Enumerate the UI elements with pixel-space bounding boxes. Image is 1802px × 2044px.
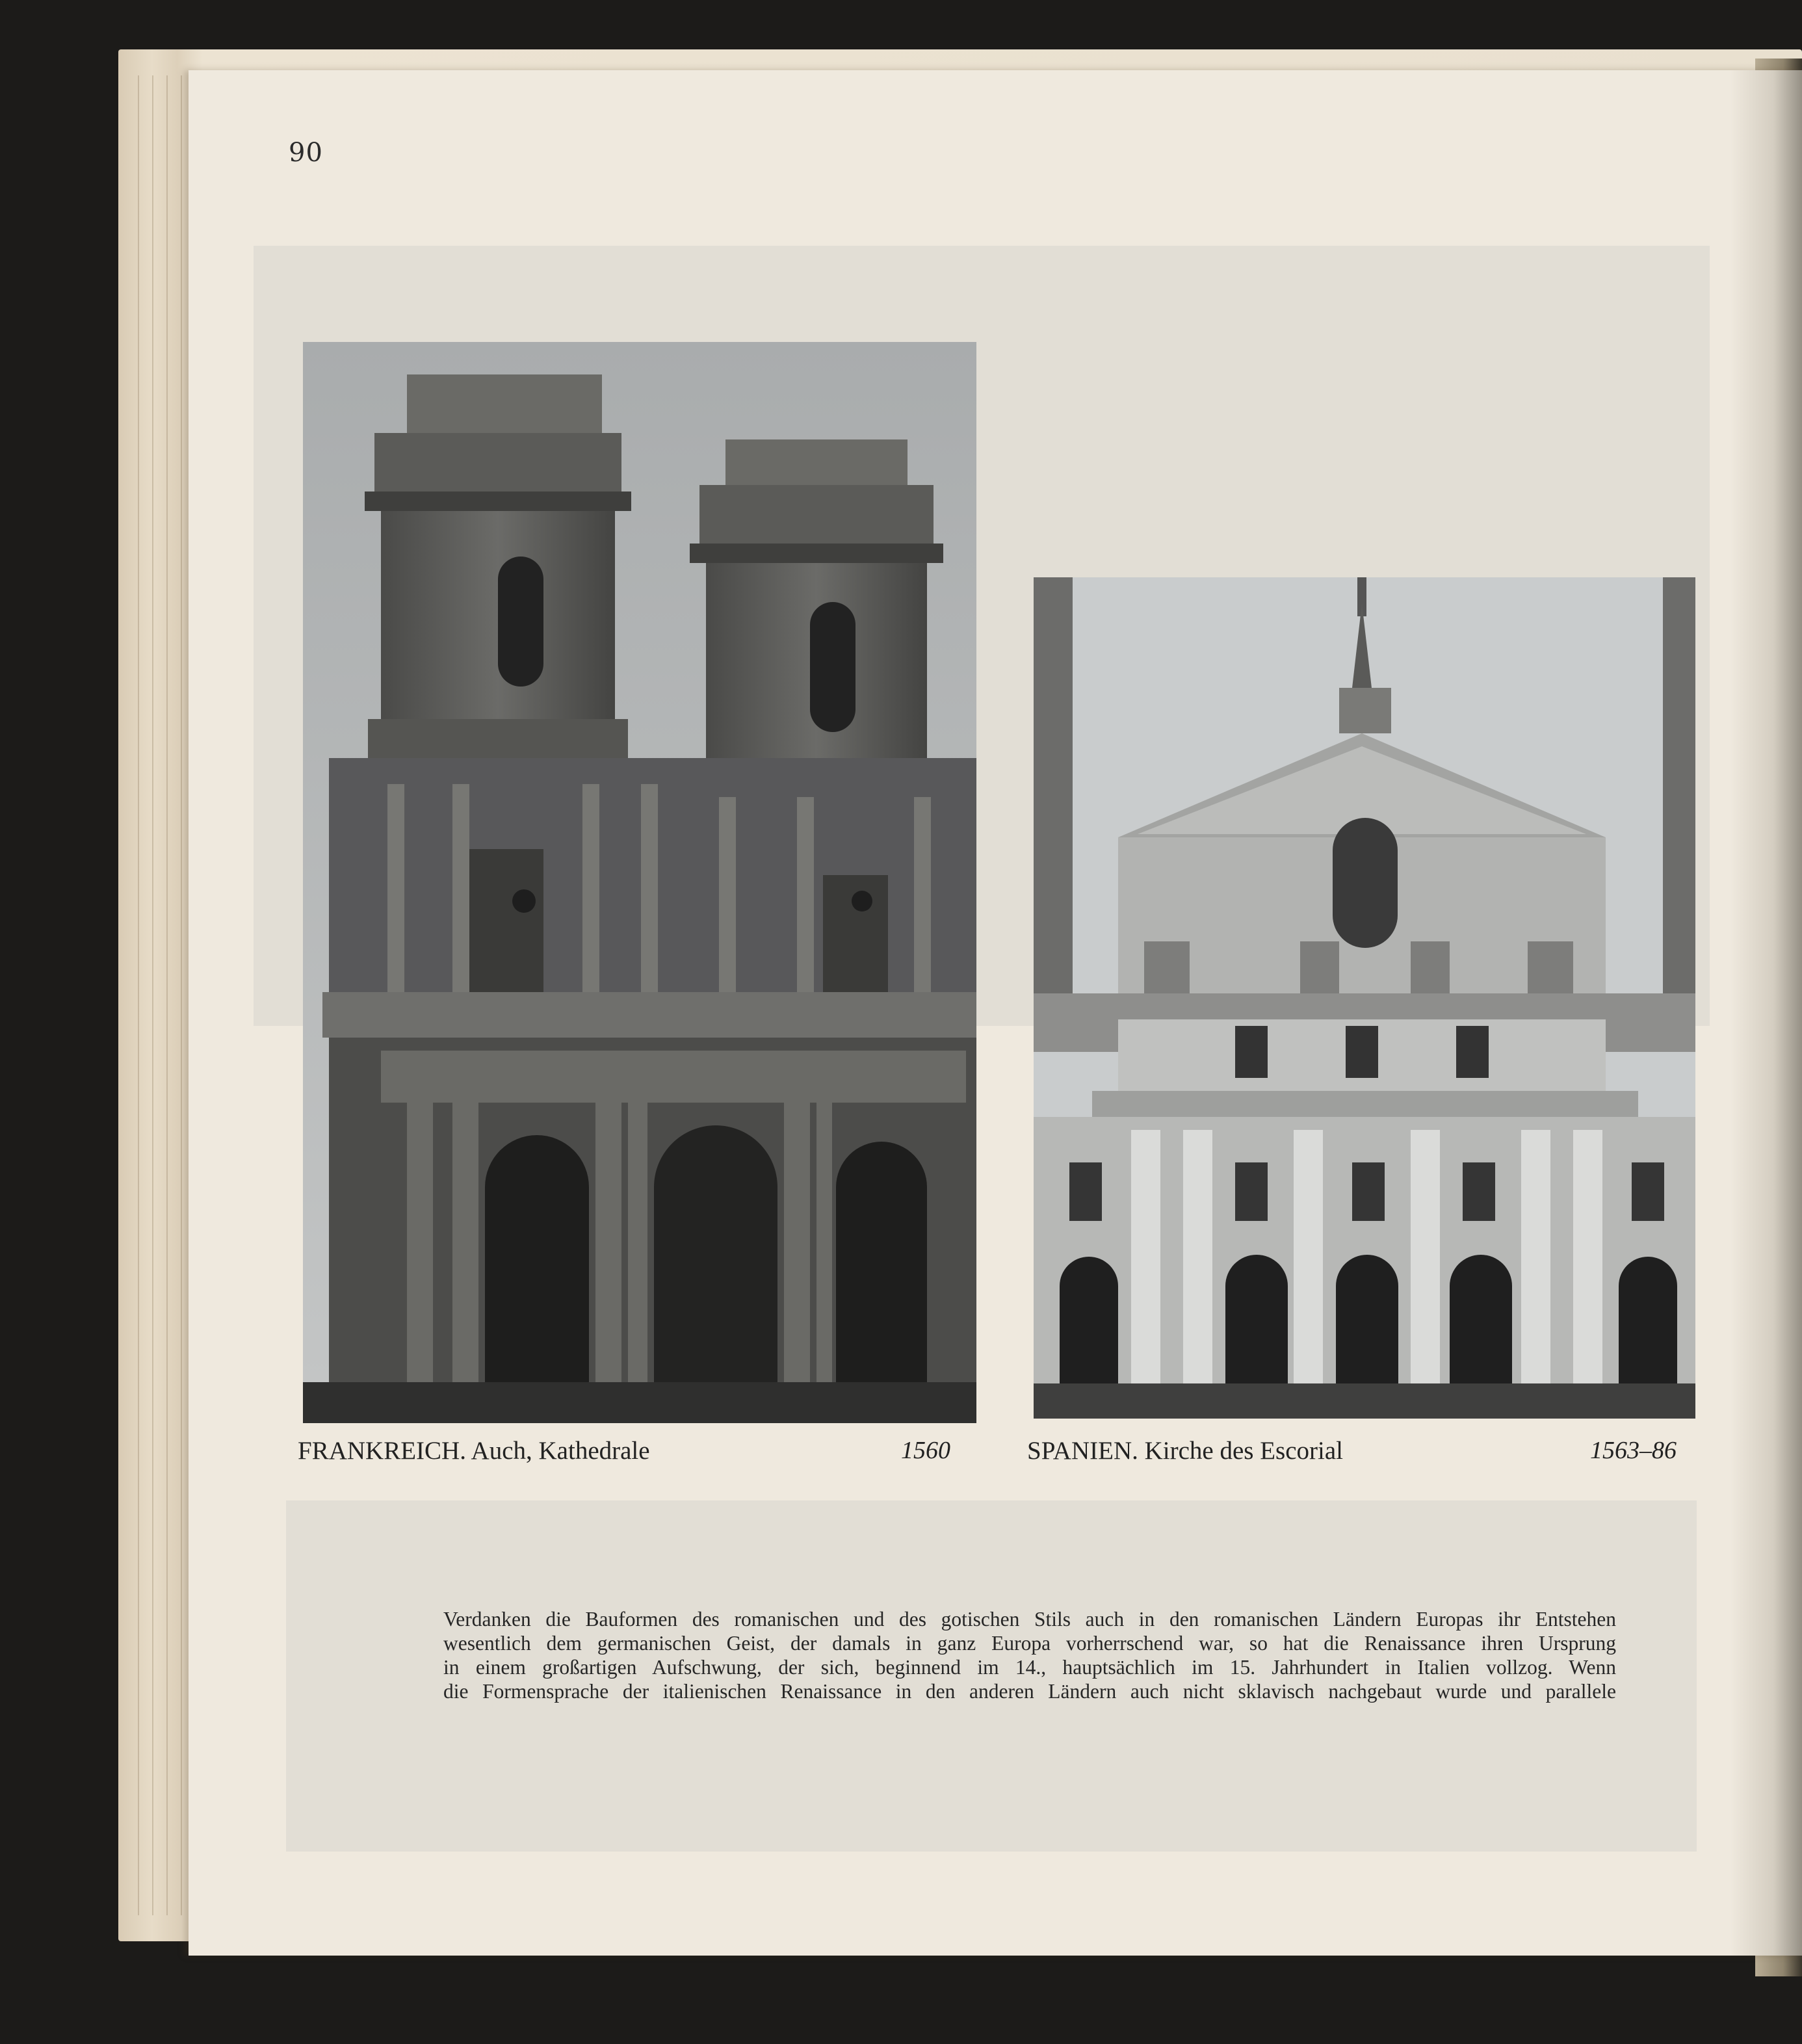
- page-number: 90: [289, 138, 323, 168]
- body-paragraph: [443, 1607, 1616, 1703]
- escorial-illustration: [1034, 577, 1695, 1419]
- cathedral-photo: [303, 342, 976, 1423]
- body-line: wesentlich dem germanischen Geist, der damals in ganz Europa vorherrschend war, so hat die Renaissance ihren Ursprung: [443, 1632, 1616, 1655]
- body-line: in einem großartigen Aufschwung, der sich, beginnend im 14., hauptsächlich im 15. Jahrhundert in Italien vollzog. Wenn: [443, 1656, 1616, 1679]
- figure-date-left: 1560: [901, 1437, 950, 1464]
- figure-date-right: 1563–86: [1590, 1437, 1677, 1464]
- figure-caption-left: FRANKREICH. Auch, Kathedrale: [298, 1437, 650, 1465]
- escorial-photo: [1034, 577, 1695, 1419]
- body-line: die Formensprache der italienischen Renaissance in den anderen Ländern auch nicht sklavisch nachgebaut wurde und parallele: [443, 1680, 1616, 1703]
- cathedral-illustration: [303, 342, 976, 1423]
- figure-caption-right: SPANIEN. Kirche des Escorial: [1027, 1437, 1343, 1465]
- body-line: Verdanken die Bauformen des romanischen und des gotischen Stils auch in den romanischen Ländern Europas ihr Entstehen: [443, 1608, 1616, 1631]
